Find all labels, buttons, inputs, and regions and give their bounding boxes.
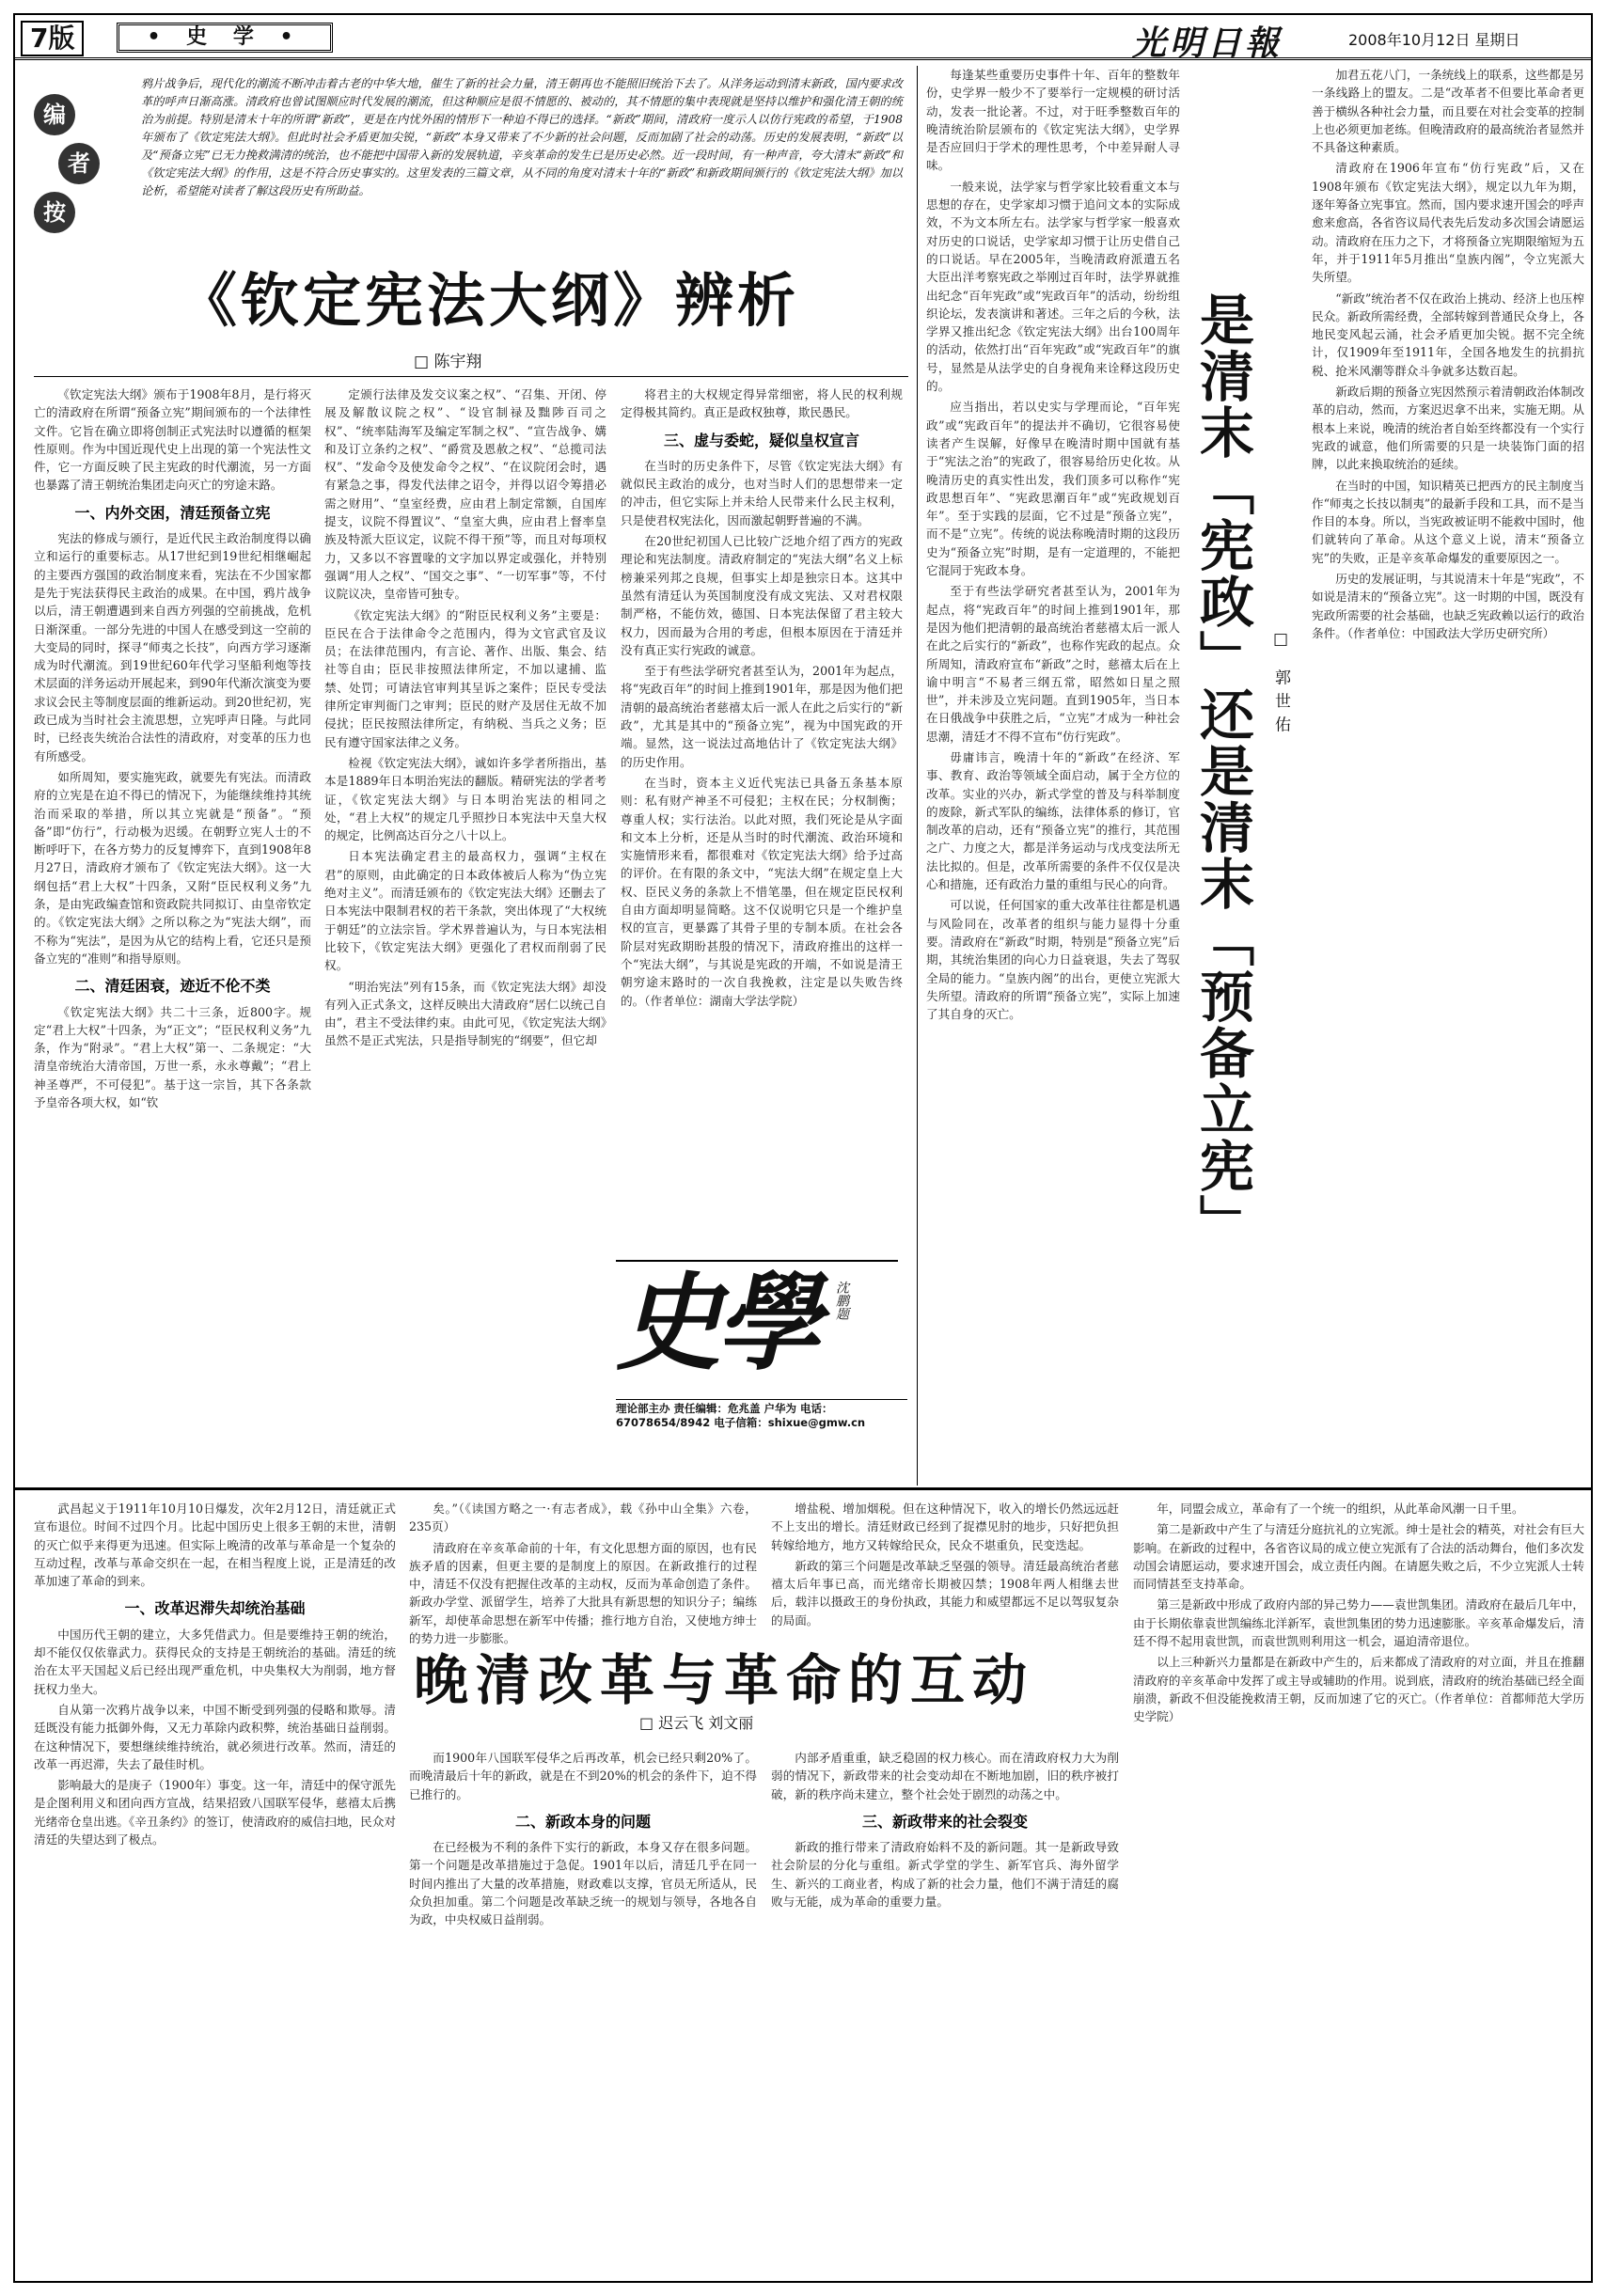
- article1-column-3: [621, 385, 903, 1250]
- paragraph: 第三是新政中形成了政府内部的异己势力——袁世凯集团。清政府在最后几年中，由于长期依靠袁世凯编练北洋新军，袁世凯集团的势力迅速膨胀。辛亥革命爆发后，清廷不得不起用袁世凯，而袁世凯则利用这一机会，逼迫清帝退位。: [1133, 1597, 1584, 1649]
- paragraph: 可以说，任何国家的重大改革往往都是机遇与风险同在，改革者的组织与能力显得十分重要。清政府在“新政”时期，特别是“预备立宪”后期，其统治集团的向心力日益衰退，失去了驾驭全局的能力。“皇族内阁”的出台，更使立宪派大失所望。清政府的所谓“预备立宪”，实际上加速了其自身的灭亡。: [926, 898, 1180, 1022]
- editor-note-char: 者: [58, 143, 100, 184]
- shixue-calligraphy: 史學: [616, 1262, 815, 1385]
- paragraph: 加君五花八门，一条统线上的联系，这些都是另一条线路上的盟友。二是“改革者不但要比革命者更善于横纵各种社会力量，而且要在对社会变革的控制上也必须更加老练。但晚清政府的最高统治者显然并不具备这种素质。: [1312, 68, 1584, 155]
- article3-author: □ 迟云飞 刘文丽: [639, 1714, 754, 1732]
- paragraph: 在当时，资本主义近代宪法已具备五条基本原则：私有财产神圣不可侵犯；主权在民；分权制衡；尊重人权；实行法治。以此对照，我们死论是从字面和文本上分析，还是从当时的时代潮流、政治环境和实施情形来看，都很难对《钦定宪法大纲》给予过高的评价。在有限的条文中，“宪法大纲”在规定皇上大权、臣民义务的条款上不惜笔墨，但在规定臣民权利自由方面却明显简略。这不仅说明它只是一个维护皇权的宣言，更暴露了其骨子里的专制本质。在社会各阶层对宪政期盼甚殷的情况下，清政府推出的这样一个“宪法大纲”，与其说是宪政的开端，不如说是清王朝穷途末路时的一次自我挽救，注定是以失败告终的。（作者单位：湖南大学法学院）: [621, 775, 903, 1008]
- column-divider: [917, 66, 918, 1486]
- editor-note-label: [34, 94, 118, 244]
- paragraph: 历史的发展证明，与其说清末十年是“宪政”，不如说是清末的“预备立宪”。这一时期的中国，既没有宪政所需要的社会基础，也缺乏宪政赖以运行的政治条件。（作者单位：中国政法大学历史研究所）: [1312, 572, 1584, 640]
- paragraph: 自从第一次鸦片战争以来，中国不断受到列强的侵略和欺辱。清廷既没有能力抵御外侮，又无力革除内政积弊，统治基础日益削弱。在这种情况下，要想继续维持统治，就必须进行改革。然而，清廷的改革一再迟滞，失去了最佳时机。: [34, 1702, 396, 1771]
- section-heading: 三、新政带来的社会裂变: [861, 1812, 1028, 1831]
- paragraph: 清政府在1906年宣布“仿行宪政”后，又在1908年颁布《钦定宪法大纲》，规定以九年为期，逐年筹备立宪事宜。然而，国内要求速开国会的呼声愈来愈高，各省咨议局代表先后发动多次国会请愿运动。清政府在压力之下，才将预备立宪期限缩短为五年，并于1911年5月推出“皇族内阁”，令立宪派大失所望。: [1312, 161, 1584, 285]
- paragraph: 新政的推行带来了清政府始料不及的新问题。其一是新政导致社会阶层的分化与重组。新式学堂的学生、新军官兵、海外留学生、新兴的工商业者，构成了新的社会力量，他们不满于清廷的腐败与无能，成为革命的重要力量。: [771, 1840, 1119, 1910]
- section-heading: 二、清廷困衰，迹近不伦不类: [74, 977, 271, 996]
- shixue-calligraphy-box: [616, 1260, 898, 1420]
- article2-author: □ 郭世佑: [1271, 630, 1290, 740]
- section-heading: 一、内外交困，清廷预备立宪: [74, 503, 271, 522]
- article1-author: □ 陈宇翔: [414, 353, 482, 371]
- paragraph: 中国历代王朝的建立，大多凭借武力。但是要维持王朝的统治，却不能仅仅依靠武力。获得民众的支持是王朝统治的基础。清廷的统治在太平天国起义后已经出现严重危机，中央集权大为削弱，地方督抚权力坐大。: [34, 1627, 396, 1696]
- editor-info-line: 理论部主办 责任编辑：危兆盖 户华为 电话：67078654/8942 电子信箱：shixue@gmw.cn: [616, 1399, 907, 1430]
- article2-column-1: [926, 66, 1180, 1481]
- editor-note-char: 编: [34, 94, 75, 135]
- article1-column-1: [34, 385, 311, 1476]
- paragraph: “明治宪法”列有15条，而《钦定宪法大纲》却没有列入正式条文，这样反映出大清政府“居仁以统己自由”，君主不受法律约束。由此可见，《钦定宪法大纲》虽然不是正式宪法，只是指导制宪的“纲要”，但它却: [324, 979, 606, 1048]
- paragraph: 将君主的大权规定得异常细密，将人民的权利规定得极其简约。真正是政权独尊，欺民愚民。: [621, 387, 903, 420]
- paragraph: 每逢某些重要历史事件十年、百年的整数年份，史学界一般少不了要举行一定规模的研讨活动，发表一批论著。不过，对于旺季整数百年的晚清统治阶层颁布的《钦定宪法大纲》，史学界是否应回归于学术的理性思考，个中差异耐人寻味。: [926, 68, 1180, 173]
- paragraph: 定颁行法律及发交议案之权”、“召集、开闭、停展及解散议院之权”、“设官制禄及黜陟百司之权”、“统率陆海军及编定军制之权”、“宣告战争、媾和及订立条约之权”、“爵赏及恩赦之权”、“总揽司法权”、“发命令及使发命令之权”、“在议院闭会时，遇有紧急之事，得发代法律之诏令，并得以诏令筹措必需之财用”、“皇室经费，应由君上制定常额，自国库提支，议院不得置议”、“皇室大典，应由君上督率皇族及特派大臣议定，议院不得干预”等，而且对每项权力，又多以不容置喙的文字加以界定或强化，并特别强调“用人之权”、“国交之事”、“一切军事”等，不付议院议决，皇帝皆可独专。: [324, 387, 606, 602]
- editor-note-text: 鸦片战争后，现代化的潮流不断冲击着古老的中华大地，催生了新的社会力量，清王朝再也不能照旧统治下去了。从洋务运动到清末新政，国内要求改革的呼声日渐高涨。清政府也曾试图顺应时代发展的潮流，但这种顺应是很不情愿的、被动的，其不情愿的集中表现就是坚持以维护和强化清王朝的统治为前提。特别是清末十年的所谓“新政”，更是在内忧外困的情形下一种迫不得已的选择。“新政”期间，清政府一度示人以仿行宪政的希望，于1908年颁布了《钦定宪法大纲》。但此时社会矛盾更加尖锐，“新政”本身又带来了不少新的社会问题，反而加剧了社会的动荡。历史的发展表明，“新政”以及“预备立宪”已无力挽救满清的统治，也不能把中国带入新的发展轨道，辛亥革命的发生已是历史必然。近一段时间，有一种声音，夸大清末“新政”和《钦定宪法大纲》的作用，这是不符合历史事实的。这里发表的三篇文章，从不同的角度对清末十年的“新政”和新政期间颁行的《钦定宪法大纲》加以论析，希望能对读者了解这段历史有所助益。: [141, 77, 903, 197]
- paragraph: 清政府在辛亥革命前的十年，有文化思想方面的原因，也有民族矛盾的因素，但更主要的是制度上的原因。在新政推行的过程中，清廷不仅没有把握住改革的主动权，反而为革命创造了条件。新政办学堂、派留学生，培养了大批具有新思想的知识分子；编练新军，却使革命思想在新军中传播；推行地方自治，又使地方绅士的势力进一步膨胀。: [409, 1540, 757, 1646]
- paragraph: 以上三种新兴力量都是在新政中产生的，后来都成了清政府的对立面，并且在推翻清政府的辛亥革命中发挥了或主导或辅助的作用。说到底，清政府的统治基础已经全面崩溃，新政不但没能挽救清王朝，反而加速了它的灭亡。（作者单位：首都师范大学历史学院）: [1133, 1655, 1584, 1724]
- masthead-logo: 光明日報: [1132, 24, 1283, 63]
- paragraph: 第二是新政中产生了与清廷分庭抗礼的立宪派。绅士是社会的精英，对社会有巨大影响。在新政的过程中，各省咨议局的成立使立宪派有了合法的活动舞台，他们多次发动国会请愿运动，要求速开国会，成立责任内阁。在请愿失败之后，不少立宪派人士转而同情甚至支持革命。: [1133, 1522, 1584, 1592]
- paragraph: 在20世纪初国人已比较广泛地介绍了西方的宪政理论和宪法制度。清政府制定的“宪法大纲”名义上标榜兼采列邦之良规，但事实上却是独宗日本。这其中虽然有清廷认为英国制度没有成文宪法、又对君权限制严格，不能仿效，德国、日本宪法保留了君主较大权力，因而最为合用的考虑，但根本原因在于清廷并没有真正实行宪政的诚意。: [621, 534, 903, 657]
- paragraph: 矣。”（《读国方略之一·有志者成》，载《孙中山全集》六卷，235页）: [409, 1502, 757, 1534]
- paragraph: “新政”统治者不仅在政治上挑动、经济上也压榨民众。新政所需经费，全部转嫁到普通民众身上，各地民变风起云涌，社会矛盾更加尖锐。据不完全统计，仅1909年至1911年，全国各地发生的抗捐抗税、抢米风潮等群众斗争就多达数百起。: [1312, 291, 1584, 378]
- editor-note-char: 按: [34, 192, 75, 233]
- section-heading: 二、新政本身的问题: [514, 1812, 651, 1831]
- article1-title: 《钦定宪法大纲》辨析: [178, 266, 799, 335]
- calligrapher-signature: 沈鹏题: [834, 1281, 849, 1320]
- paragraph: 增盐税、增加烟税。但在这种情况下，收入的增长仍然远远赶不上支出的增长。清廷财政已经到了捉襟见肘的地步，只好把负担转嫁给地方，地方又转嫁给民众，民众不堪重负，民变迭起。: [771, 1502, 1119, 1552]
- paragraph: 宪法的修成与颁行，是近代民主政治制度得以确立和运行的重要标志。从17世纪到19世纪相继崛起的主要西方强国的政治制度来看，宪法在不少国家都是先于宪法获得民主政治的成果。在中国，鸦片战争以后，清王朝遭遇到来自西方列强的空前挑战，危机日渐深重。一部分先进的中国人在感受到这一空前的大变局的同时，探寻“师夷之长技”，向西方学习逐渐成为时代潮流。到19世纪60年代学习坚船利炮等技术层面的洋务运动开展起来，到90年代渐次演变为要求议会民主等制度层面的维新运动。到20世纪初，宪政已成为当时社会主流思想，立宪呼声日隆。与此同时，已经丧失统治合法性的清政府，对变革的压力也有所感受。: [34, 531, 311, 763]
- paragraph: 一般来说，法学家与哲学家比较看重文本与思想的存在，史学家却习惯于追问文本的实际成效，不为文本所左右。法学家与哲学家一般喜欢对历史的口说话，史学家却习惯于让历史借自己的口说话。早在2005年，当晚清政府派遣五名大臣出洋考察宪政之举刚过百年时，法学界就推出纪念“百年宪政”或“宪政百年”的活动，纷纷组织论坛，发表演讲和著述。三年之后的今秋，法学界又推出纪念《钦定宪法大纲》出台100周年的活动，依然打出“百年宪政”或“宪政百年”的旗号，显然是从法学史的自身视角来诠释这段历史的。: [926, 179, 1180, 394]
- article2-column-2: [1312, 66, 1584, 1481]
- paragraph: 年，同盟会成立，革命有了一个统一的组织，从此革命风潮一日千里。: [1157, 1502, 1524, 1516]
- article3-title: 晚清改革与革命的互动: [413, 1648, 1034, 1712]
- page-number: 7版: [21, 21, 84, 56]
- article2-title: 是清末「宪政」还是清末「预备立宪」: [1190, 291, 1254, 1250]
- paragraph: 在当时的中国，知识精英已把西方的民主制度当作“师夷之长技以制夷”的最新手段和工具，而不是当作目的本身。所以，当宪政被证明不能救中国时，他们就转向了革命。从这个意义上说，清末“预备立宪”的失败，正是辛亥革命爆发的重要原因之一。: [1312, 478, 1584, 565]
- paragraph: 影响最大的是庚子（1900年）事变。这一年，清廷中的保守派先是企图利用义和团向西方宣战，结果招致八国联军侵华，慈禧太后携光绪帝仓皇出逃。《辛丑条约》的签订，使清政府的威信扫地，民众对清廷的失望达到了极点。: [34, 1778, 396, 1848]
- article3-column-3a: [771, 1500, 1119, 1628]
- article3-column-2b: [409, 1749, 757, 2275]
- paragraph: 武昌起义于1911年10月10日爆发，次年2月12日，清廷就正式宣布退位。时间不过四个月。比起中国历史上很多王朝的末世，清朝的灭亡似乎来得更为迅速。但实际上晚清的改革与革命是一个复杂的互动过程，改革与革命交织在一起，在相当程度上说，正是清廷的改革加速了革命的到来。: [34, 1502, 396, 1589]
- paragraph: 至于有些法学研究者甚至认为，2001年为起点，将“宪政百年”的时间上推到1901年，那是因为他们把清朝的最高统治者慈禧太后一派人在此之后实行的“新政”，也称作宪政的起点。众所周知，清政府宣布“新政”之时，慈禧太后在上谕中明言“不易者三纲五常，昭然如日星之照世”，并未涉及立宪问题。直到1905年，当日本在日俄战争中获胜之后，“立宪”才成为一种社会思潮，清廷才不得不宣布“仿行宪政”。: [926, 584, 1180, 744]
- paragraph: 内部矛盾重重，缺乏稳固的权力核心。而在清政府权力大为削弱的情况下，新政带来的社会变动却在不断地加剧，旧的秩序被打破，新的秩序尚未建立，整个社会处于剧烈的动荡之中。: [771, 1751, 1119, 1801]
- paragraph: 日本宪法确定君主的最高权力，强调“主权在君”的原则，由此确定的日本政体被后人称为“伪立宪绝对主义”。而清廷颁布的《钦定宪法大纲》还删去了日本宪法中限制君权的若干条款，突出体现了“大权统于朝廷”的立法宗旨。学术界普遍认为，与日本宪法相比较下，《钦定宪法大纲》更强化了君权而削弱了民权。: [324, 849, 606, 973]
- article1-column-2: [324, 385, 606, 1476]
- paragraph: 毋庸讳言，晚清十年的“新政”在经济、军事、教育、政治等领域全面启动，属于全方位的改革。实业的兴办，新式学堂的普及与科举制度的废除，新式军队的编练，法律体系的修订，官制改革的启动，还有“预备立宪”的推行，其范围之广、力度之大，都是洋务运动与戊戌变法所无法比拟的。但是，改革所需要的条件不仅仅是决心和措施，还有政治力量的重组与民心的向背。: [926, 749, 1180, 892]
- paragraph: 《钦定宪法大纲》共二十三条，近800字。规定“君上大权”十四条，为“正文”；“臣民权利义务”九条，作为“附录”。“君上大权”第一、二条规定：“大清皇帝统治大清帝国，万世一系，永永尊戴”；“君上神圣尊严，不可侵犯”。基于这一宗旨，其下各条款予皇帝各项大权，如“钦: [34, 1004, 311, 1109]
- section-heading: 一、改革迟滞失却统治基础: [124, 1599, 306, 1618]
- paragraph: 新政的第三个问题是改革缺乏坚强的领导。清廷最高统治者慈禧太后年事已高，而光绪帝长期被囚禁；1908年两人相继去世后，载沣以摄政王的身份执政，其能力和威望都远不足以驾驭复杂的局面。: [771, 1558, 1119, 1628]
- paragraph: 应当指出，若以史实与学理而论，“百年宪政”或“宪政百年”的提法并不确切，它很容易使读者产生误解，好像早在晚清时期中国就有基于“宪法之治”的宪政了，很容易给历史化妆。从晚清历史的真实性出发，我们顶多可以称作“宪政思想百年”、“宪政思潮百年”或“宪政规划百年”。至于实践的层面，它不过是“预备立宪”，而不是“立宪”。传统的说法称晚清时期的这段历史为“预备立宪”时期，是有一定道理的，不能把它混同于宪政本身。: [926, 400, 1180, 578]
- paragraph: 在已经极为不利的条件下实行的新政，本身又存在很多问题。第一个问题是改革措施过于急促。1901年以后，清廷几乎在同一时间内推出了大量的改革措施，财政难以支撑，官员无所适从，民众负担加重。第二个问题是改革缺乏统一的规划与领导，各地各自为政，中央权威日益削弱。: [409, 1840, 757, 1927]
- dateline: 2008年10月12日 星期日: [1348, 31, 1520, 49]
- paragraph: 《钦定宪法大纲》的“附臣民权利义务”主要是：臣民在合于法律命令之范围内，得为文官武官及议员；在法律范围内，有言论、著作、出版、集会、结社等自由；臣民非按照法律所定，不加以逮捕、监禁、处罚；可请法官审判其呈诉之案件；臣民专受法律所定审判衙门之审判；臣民的财产及居住无故不加侵扰；臣民按照法律所定，有纳税、当兵之义务；臣民有遵守国家法律之义务。: [324, 607, 606, 749]
- paragraph: 《钦定宪法大纲》颁布于1908年8月，是行将灭亡的清政府在所谓“预备立宪”期间颁布的一个法律性文件。它旨在确立即将创制正式宪法时以遵循的框架性原则。作为中国近现代史上出现的第一个宪法性文件，它一方面反映了民主宪政的时代潮流，另一方面也暴露了清王朝统治集团走向灭亡的穷途末路。: [34, 387, 311, 493]
- article3-column-1: [34, 1500, 396, 2275]
- section-divider: [13, 1487, 1593, 1490]
- paragraph: 在当时的历史条件下，尽管《钦定宪法大纲》有就似民主政治的成分，也对当时人们的思想带来一定的冲击，但它实际上并未给人民带来什么民主权利，只是使君权宪法化，因而激起朝野普遍的不满。: [621, 458, 903, 527]
- section-label: • 史 学 •: [117, 23, 333, 53]
- section-heading: 三、虚与委蛇，疑似皇权宣言: [663, 431, 859, 449]
- article3-column-3b: [771, 1749, 1119, 2275]
- article3-column-4: [1133, 1500, 1584, 2275]
- paragraph: 如所周知，要实施宪政，就要先有宪法。而清政府的立宪是在迫不得已的情况下，为能继续维持其统治而采取的举措，所以其立宪就是“预备”。“预备”即“仿行”，行动极为迟缓。在朝野立宪人士的不断呼吁下，在各方势力的反复博弈下，直到1908年8月27日，清政府才颁布了《钦定宪法大纲》。这一大纲包括“君上大权”十四条，又附“臣民权利义务”九条，是由宪政编查馆和资政院共同拟订、由皇帝钦定的。《钦定宪法大纲》之所以称之为“宪法大纲”，而不称为“宪法”，是因为从它的结构上看，它还只是预备立宪的“准则”和指导原则。: [34, 769, 311, 966]
- paragraph: 而1900年八国联军侵华之后再改革，机会已经只剩20%了。而晚清最后十年的新政，就是在不到20%的机会的条件下，迫不得已推行的。: [409, 1751, 757, 1801]
- paragraph: 检视《钦定宪法大纲》，诚如许多学者所指出，基本是1889年日本明治宪法的翻版。精研宪法的学者考证，《钦定宪法大纲》与日本明治宪法的相同之处，“君上大权”的规定几乎照抄日本宪法中天皇大权的规定，比例高达百分之八十以上。: [324, 755, 606, 843]
- divider: [34, 376, 908, 377]
- article3-column-2a: [409, 1500, 757, 1646]
- page-header: [13, 13, 1593, 63]
- paragraph: 新政后期的预备立宪因然预示着清朝政治体制改革的启动，然而，方案迟迟拿不出来，实施无期。从根本上来说，晚清的统治者自始至终都没有一个实行宪政的诚意，他们所需要的只是一块装饰门面的招牌，以此来换取统治的延续。: [1312, 385, 1584, 472]
- paragraph: 至于有些法学研究者甚至认为，2001年为起点，将“宪政百年”的时间上推到1901年，那是因为他们把清朝的最高统治者慈禧太后一派人在此之后实行的“新政”，尤其是其中的“预备立宪”，视为中国宪政的开端。显然，这一说法过高地估计了《钦定宪法大纲》的历史作用。: [621, 664, 903, 769]
